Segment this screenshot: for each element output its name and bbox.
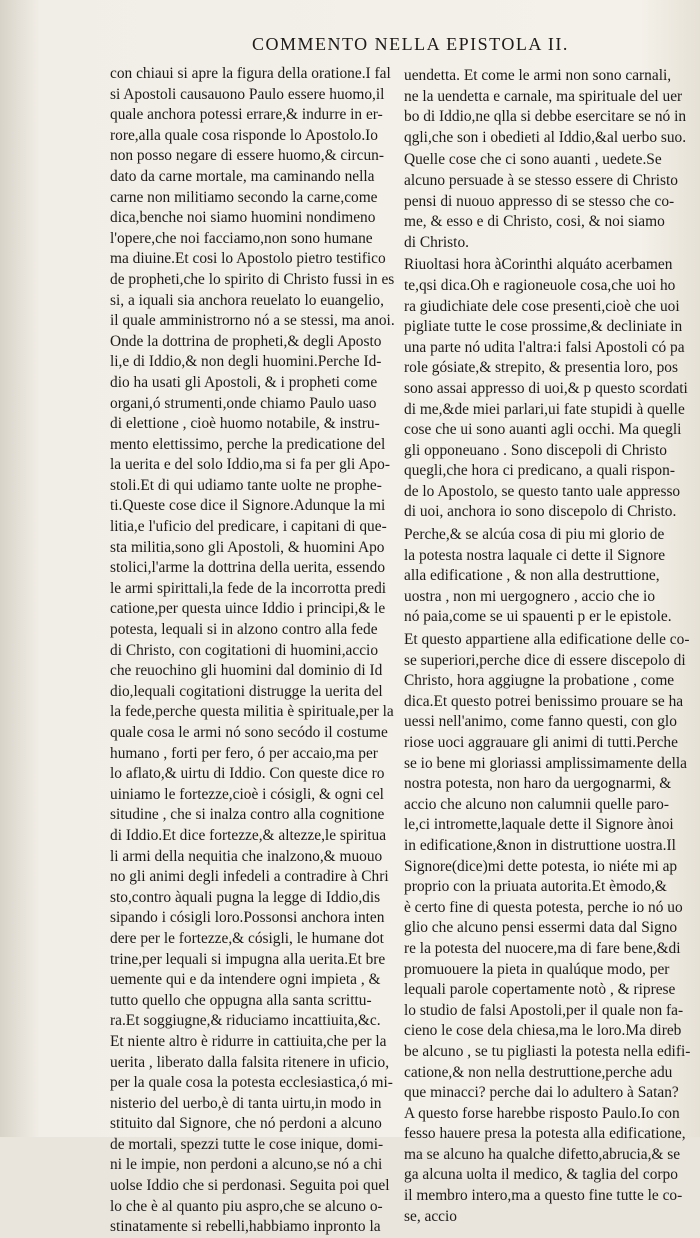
- text-line: dio,lequali cogitationi distrugge la uerita del: [110, 682, 383, 700]
- text-line: dato da carne mortale, ma caminando nella: [110, 167, 375, 185]
- text-line: uostra , non mi uergognero , accio che io: [404, 587, 656, 605]
- text-line: stinatamente si rebelli,habbiamo inpronto la: [110, 1218, 381, 1236]
- text-line: fesso hauere presa la potesta alla edificatione,: [404, 1125, 686, 1143]
- text-line: Christo, hora aggiugne la probatione , come: [404, 672, 675, 690]
- text-line: no gli animi degli infedeli a contradire à Chri: [110, 868, 389, 886]
- text-line: Riuoltasi hora àCorinthi alquáto acerbamen: [404, 256, 673, 274]
- text-line: ma se alcuno ha qualche difetto,abrucia,& se: [404, 1145, 681, 1163]
- text-line: me, & esso e di Christo, cosi, & noi siamo: [404, 213, 665, 231]
- text-line: cose che ui sono auanti agli occhi. Ma quegli: [404, 421, 682, 439]
- text-line: Et niente altro è ridurre in cattiuita,che per la: [110, 1032, 387, 1050]
- text-line: te,qsi dica.Oh e ragioneuole cosa,che uoi ho: [404, 276, 676, 294]
- text-line: Signore(dice)mi dette potesta, io niéte mi ap: [404, 857, 678, 875]
- text-line: dica.Et questo potrei benissimo prouare se ha: [404, 692, 684, 710]
- text-line: di uoi, anchora io sono discepolo di Christo.: [404, 503, 677, 521]
- text-line: lequali parole copertamente notò , & riprese: [404, 981, 676, 999]
- text-line: una parte nó udita l'altra:i falsi Apostoli có pa: [404, 338, 685, 356]
- text-line: ne la uendetta e carnale, ma spirituale del uer: [404, 87, 683, 105]
- text-line: Onde la dottrina de propheti,& degli Aposto: [110, 332, 382, 350]
- text-line: uiniamo le fortezze,cioè i cósigli, & ogni cel: [110, 785, 384, 803]
- text-line: l'opere,che noi facciamo,non sono humane: [110, 229, 373, 247]
- text-line: pensi di nuouo appresso di se stesso che co-: [404, 192, 675, 210]
- text-line: stituito dal Signore, che nó perdoni a alcuno: [110, 1115, 382, 1133]
- text-line: organi,ó strumenti,onde chiamo Paulo uaso: [110, 394, 377, 412]
- text-line: mento elettissimo, perche la predicatione del: [110, 435, 386, 453]
- text-line: bo di Iddio,ne qlla si debbe esercitare se nó in: [404, 108, 687, 126]
- text-line: humano , forti per fero, ó per accaio,ma per: [110, 744, 378, 762]
- text-line: potesta, lequali si in alzono contro alla fede: [110, 621, 378, 639]
- text-line: non posso negare di essere huomo,& circun-: [110, 147, 384, 165]
- text-line: sipando i cósigli loro.Possonsi anchora inten: [110, 909, 385, 927]
- text-line: se, accio: [404, 1207, 457, 1225]
- text-line: se superiori,perche dice di essere discepolo di: [404, 651, 686, 669]
- text-line: la uerita e del solo Iddio,ma si fa per gli Apo-: [110, 456, 390, 474]
- text-line: nostra potesta, non haro da uergognarmi, &: [404, 775, 672, 793]
- text-line: re la potesta del nuocere,ma di fare bene,&di: [404, 939, 681, 957]
- text-line: è certo fine di questa potesta, perche io nó uo: [404, 898, 683, 916]
- text-line: quale anchora potessi errare,& indurre in er-: [110, 106, 383, 124]
- text-line: nó paia,come se ui spauenti p er le epistole.: [404, 608, 672, 626]
- text-line: si, a iquali sia anchora reuelato lo euangelio,: [110, 291, 384, 309]
- text-line: tutto quello che oppugna alla santa scrittu-: [110, 991, 372, 1009]
- text-line: quegli,che hora ci predicano, a quali rispon-: [404, 462, 675, 480]
- text-line: di Christo, con cogitationi di huomini,accio: [110, 641, 379, 659]
- text-line: uemente qui e da intendere ogni impieta , &: [110, 971, 381, 989]
- text-line: se io bene mi gloriassi amplissimamente della: [404, 754, 687, 772]
- text-line: Et questo appartiene alla edificatione delle co-: [404, 631, 690, 649]
- text-line: uendetta. Et come le armi non sono carnali,: [404, 67, 672, 84]
- text-line: si Apostoli causauono Paulo essere huomo,il: [110, 85, 385, 103]
- text-line: sono assai appresso di uoi,& p questo scordati: [404, 379, 688, 397]
- text-line: lo aflato,& uirtu di Iddio. Con queste dice ro: [110, 765, 385, 783]
- text-line: role gósiate,& strepito, & presentia loro, pos: [404, 359, 678, 377]
- right-column: [404, 64, 691, 1227]
- text-line: sta militia,sono gli Apostoli, & huomini Apo: [110, 538, 385, 556]
- text-line: lo studio de falsi Apostoli,per il quale non fa-: [404, 1001, 684, 1019]
- text-line: glio che alcuno pensi essermi data dal Signo: [404, 919, 678, 937]
- text-line: la fede,perche questa militia è spirituale,per la: [110, 703, 394, 721]
- left-column: [110, 64, 395, 1238]
- text-line: proprio con la priuata autorita.Et èmodo,&: [404, 878, 667, 896]
- text-line: accio che alcuno non calumnii quelle paro-: [404, 795, 669, 813]
- text-line: cieno le cose dela chiesa,ma le loro.Ma direb: [404, 1022, 682, 1040]
- text-line: di Christo.: [404, 233, 469, 251]
- text-line: in edificatione,&non in distruttione uostra.Il: [404, 836, 676, 854]
- paragraph-5: [404, 630, 691, 1227]
- text-line: il membro intero,ma a questo fine tutte le co-: [404, 1187, 683, 1205]
- text-line: pigliate tutte le cose prossime,& decliniate in: [404, 318, 683, 336]
- text-line: be alcuno , se tu pigliasti la potesta nella edifi-: [404, 1042, 691, 1060]
- text-line: uolse Iddio che si perdonasi. Seguita poi quel: [110, 1177, 390, 1195]
- text-line: que minacci? perche dai lo adultero à Satan?: [404, 1084, 679, 1102]
- text-line: de lo Apostolo, se questo tanto uale appresso: [404, 482, 681, 500]
- text-line: dica,benche noi siamo huomini nondimeno: [110, 209, 376, 227]
- text-line: Perche,& se alcúa cosa di piu mi glorio de: [404, 526, 665, 544]
- paragraph-2: [404, 150, 688, 253]
- text-line: A questo forse harebbe risposto Paulo.Io con: [404, 1104, 680, 1122]
- text-line: che reuochino gli huomini dal dominio di Id: [110, 662, 383, 680]
- text-line: le,ci intromette,laquale dette il Signore ànoi: [404, 816, 674, 834]
- text-line: per la quale cosa la potesta ecclesiastica,ó mi-: [110, 1074, 393, 1092]
- paragraph-4: [404, 525, 688, 628]
- text-line: litia,e l'uficio del predicare, i capitani di que-: [110, 518, 387, 536]
- text-line: uessi nell'animo, come fanno questi, con glo: [404, 713, 677, 731]
- paragraph-1: [404, 66, 688, 148]
- text-line: alla edificatione , & non alla destruttione,: [404, 567, 660, 585]
- paragraph-3: [404, 255, 688, 523]
- text-line: lo che è al quanto piu aspro,che se alcuno o-: [110, 1197, 383, 1215]
- text-line: li,e di Iddio,& non degli huomini.Perche Id-: [110, 353, 382, 371]
- text-line: dio ha usati gli Apostoli, & i propheti come: [110, 373, 378, 391]
- text-line: situdine , che si inalza contro alla cognitione: [110, 806, 385, 824]
- text-line: ma diuine.Et cosi lo Apostolo pietro testifico: [110, 250, 386, 268]
- text-line: stoli.Et di qui udiamo tante uolte ne prophe-: [110, 476, 382, 494]
- text-line: alcuno persuade à se stesso essere di Christo: [404, 171, 678, 189]
- text-line: ra giudichiate dele cose presenti,cioè che uoi: [404, 297, 680, 315]
- text-line: stolici,l'arme la dottrina della uerita, essendo: [110, 559, 386, 577]
- text-line: di Iddio.Et dice fortezze,& altezze,le spiritua: [110, 826, 387, 844]
- text-line: dere per le fortezze,& cósigli, le humane dot: [110, 929, 384, 947]
- text-line: con chiaui si apre la figura della oratione.I fal: [110, 65, 391, 82]
- text-line: catione,& non nella destruttione,perche adu: [404, 1063, 673, 1081]
- text-line: ti.Queste cose dice il Signore.Adunque la mi: [110, 497, 386, 515]
- text-line: il quale amministrorno nó a se stessi, ma anoi.: [110, 312, 395, 330]
- text-line: gli opponeuano . Sono discepoli di Christo: [404, 441, 667, 459]
- text-line: rore,alla quale cosa risponde lo Apostolo.Io: [110, 126, 378, 144]
- text-line: di me,&de miei parlari,ui fate stupidi à quelle: [404, 400, 685, 418]
- text-line: Quelle cose che ci sono auanti , uedete.Se: [404, 151, 662, 169]
- text-line: le armi spirittali,la fede de la incorrotta predi: [110, 579, 387, 597]
- text-line: qgli,che son i obedieti al Iddio,&al uerbo suo.: [404, 128, 687, 146]
- text-line: de propheti,che lo spirito di Christo fussi in es: [110, 270, 395, 288]
- text-line: li armi della nequitia che inalzono,& muouo: [110, 847, 383, 865]
- text-line: ni le impie, non perdoni a alcuno,se nó a chi: [110, 1156, 383, 1174]
- text-line: de mortali, spezzi tutte le cose inique, domi-: [110, 1135, 384, 1153]
- text-line: uerita , liberato dalla falsita ritenere in uficio,: [110, 1053, 390, 1071]
- text-line: ga alcuna uolta il medico, & taglia del corpo: [404, 1166, 678, 1184]
- text-line: quale cosa le armi nó sono secódo il costume: [110, 724, 388, 741]
- text-line: la potesta nostra laquale ci dette il Signore: [404, 546, 666, 564]
- text-line: catione,per questa uince Iddio i principi,& le: [110, 600, 386, 618]
- running-header: COMMENTO NELLA EPISTOLA II.: [252, 34, 569, 54]
- text-line: riose uoci aggrauare gli animi di tutti.Perche: [404, 734, 678, 751]
- text-line: promuouere la pieta in qualúque modo, per: [404, 960, 670, 978]
- text-line: sto,contro àquali pugna la legge di Iddio,dis: [110, 888, 381, 906]
- text-line: nisterio del uerbo,è di tanta uirtu,in modo in: [110, 1094, 382, 1112]
- text-line: di elettione , cioè huomo notabile, & instru-: [110, 415, 380, 433]
- text-line: trine,per lequali si impugna alla uerita.Et bre: [110, 950, 386, 968]
- text-line: carne non militiamo secondo la carne,come: [110, 188, 378, 206]
- text-line: ra.Et soggiugne,& riduciamo incattiuita,&c.: [110, 1012, 381, 1030]
